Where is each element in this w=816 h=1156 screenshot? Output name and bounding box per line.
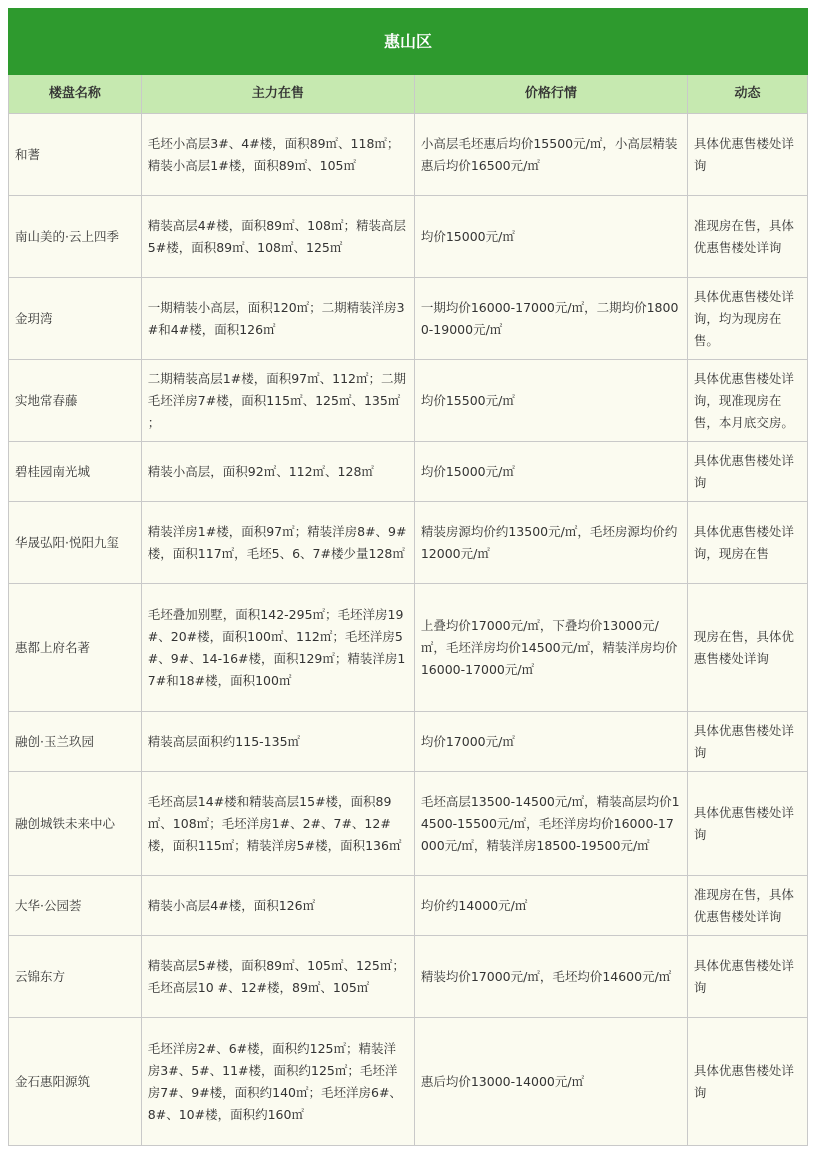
table-row (9, 772, 808, 876)
cell-price: 毛坯高层13500-14500元/㎡，精装高层均价14500-15500元/㎡，毛坯洋房均价16000-17000元/㎡，精装洋房18500-19500元/㎡ (414, 772, 687, 876)
table-row (9, 360, 808, 442)
table-row (9, 196, 808, 278)
cell-price: 惠后均价13000-14000元/㎡ (414, 1018, 687, 1146)
cell-main: 毛坯高层14#楼和精装高层15#楼，面积89㎡、108㎡；毛坯洋房1#、2#、7#、12#楼，面积115㎡；精装洋房5#楼，面积136㎡ (141, 772, 414, 876)
cell-status: 具体优惠售楼处详询 (687, 1018, 807, 1146)
table-row (9, 502, 808, 584)
cell-price: 上叠均价17000元/㎡，下叠均价13000元/㎡，毛坯洋房均价14500元/㎡，精装洋房均价16000-17000元/㎡ (414, 584, 687, 712)
cell-price: 均价15000元/㎡ (414, 196, 687, 278)
cell-price: 均价15500元/㎡ (414, 360, 687, 442)
table-row (9, 278, 808, 360)
cell-status: 具体优惠售楼处详询 (687, 936, 807, 1018)
table-header-row (9, 75, 808, 114)
cell-name: 云锦东方 (9, 936, 142, 1018)
table-row (9, 876, 808, 936)
listing-table-container (8, 8, 808, 1146)
cell-price: 均价约14000元/㎡ (414, 876, 687, 936)
cell-status: 具体优惠售楼处详询 (687, 772, 807, 876)
cell-main: 二期精装高层1#楼，面积97㎡、112㎡；二期毛坯洋房7#楼，面积115㎡、125㎡、135㎡ ； (141, 360, 414, 442)
cell-main: 毛坯叠加别墅，面积142-295㎡；毛坯洋房19#、20#楼，面积100㎡、112㎡；毛坯洋房5#、9#、14-16#楼，面积129㎡；精装洋房17#和18#楼，面积100㎡ (141, 584, 414, 712)
cell-status: 具体优惠售楼处详询，现房在售 (687, 502, 807, 584)
cell-price: 均价17000元/㎡ (414, 712, 687, 772)
cell-name: 金石惠阳源筑 (9, 1018, 142, 1146)
cell-name: 融创城铁未来中心 (9, 772, 142, 876)
cell-status: 准现房在售，具体优惠售楼处详询 (687, 876, 807, 936)
cell-main: 精装洋房1#楼，面积97㎡；精装洋房8#、9#楼，面积117㎡，毛坯5、6、7#楼少量128㎡ (141, 502, 414, 584)
cell-status: 现房在售，具体优惠售楼处详询 (687, 584, 807, 712)
cell-main: 精装高层5#楼，面积89㎡、105㎡、125㎡；毛坯高层10 #、12#楼，89㎡、105㎡ (141, 936, 414, 1018)
cell-main: 毛坯小高层3#、4#楼，面积89㎡、118㎡；精装小高层1#楼，面积89㎡、105㎡ (141, 114, 414, 196)
cell-main: 毛坯洋房2#、6#楼，面积约125㎡；精装洋房3#、5#、11#楼，面积约125㎡；毛坯洋房7#、9#楼，面积约140㎡；毛坯洋房6#、8#、10#楼，面积约160㎡ (141, 1018, 414, 1146)
table-row (9, 584, 808, 712)
table-title: 惠山区 (9, 9, 808, 75)
table-row (9, 114, 808, 196)
cell-status: 具体优惠售楼处详询 (687, 712, 807, 772)
cell-name: 惠都上府名著 (9, 584, 142, 712)
cell-name: 和蓍 (9, 114, 142, 196)
cell-price: 均价15000元/㎡ (414, 442, 687, 502)
table-row (9, 1018, 808, 1146)
header-status: 动态 (687, 75, 807, 114)
cell-name: 金玥湾 (9, 278, 142, 360)
cell-name: 碧桂园南光城 (9, 442, 142, 502)
table-row (9, 442, 808, 502)
cell-status: 具体优惠售楼处详询 (687, 114, 807, 196)
cell-main: 精装高层面积约115-135㎡ (141, 712, 414, 772)
cell-name: 华晟弘阳·悦阳九玺 (9, 502, 142, 584)
header-name: 楼盘名称 (9, 75, 142, 114)
cell-main: 一期精装小高层，面积120㎡；二期精装洋房3#和4#楼，面积126㎡ (141, 278, 414, 360)
header-price: 价格行情 (414, 75, 687, 114)
cell-name: 实地常春藤 (9, 360, 142, 442)
table-row (9, 712, 808, 772)
table-row (9, 936, 808, 1018)
cell-status: 具体优惠售楼处详询 (687, 442, 807, 502)
cell-main: 精装小高层4#楼，面积126㎡ (141, 876, 414, 936)
cell-price: 一期均价16000-17000元/㎡，二期均价18000-19000元/㎡ (414, 278, 687, 360)
cell-price: 精装均价17000元/㎡，毛坯均价14600元/㎡ (414, 936, 687, 1018)
cell-name: 融创·玉兰玖园 (9, 712, 142, 772)
cell-main: 精装高层4#楼，面积89㎡、108㎡；精装高层5#楼，面积89㎡、108㎡、125㎡ (141, 196, 414, 278)
cell-status: 具体优惠售楼处详询，现准现房在售，本月底交房。 (687, 360, 807, 442)
header-main: 主力在售 (141, 75, 414, 114)
cell-status: 具体优惠售楼处详询，均为现房在售。 (687, 278, 807, 360)
cell-main: 精装小高层，面积92㎡、112㎡、128㎡ (141, 442, 414, 502)
cell-name: 南山美的·云上四季 (9, 196, 142, 278)
table-title-row (9, 9, 808, 75)
cell-name: 大华·公园荟 (9, 876, 142, 936)
listing-table (8, 8, 808, 1146)
cell-price: 精装房源均价约13500元/㎡，毛坯房源均价约12000元/㎡ (414, 502, 687, 584)
cell-price: 小高层毛坯惠后均价15500元/㎡，小高层精装惠后均价16500元/㎡ (414, 114, 687, 196)
cell-status: 准现房在售，具体优惠售楼处详询 (687, 196, 807, 278)
